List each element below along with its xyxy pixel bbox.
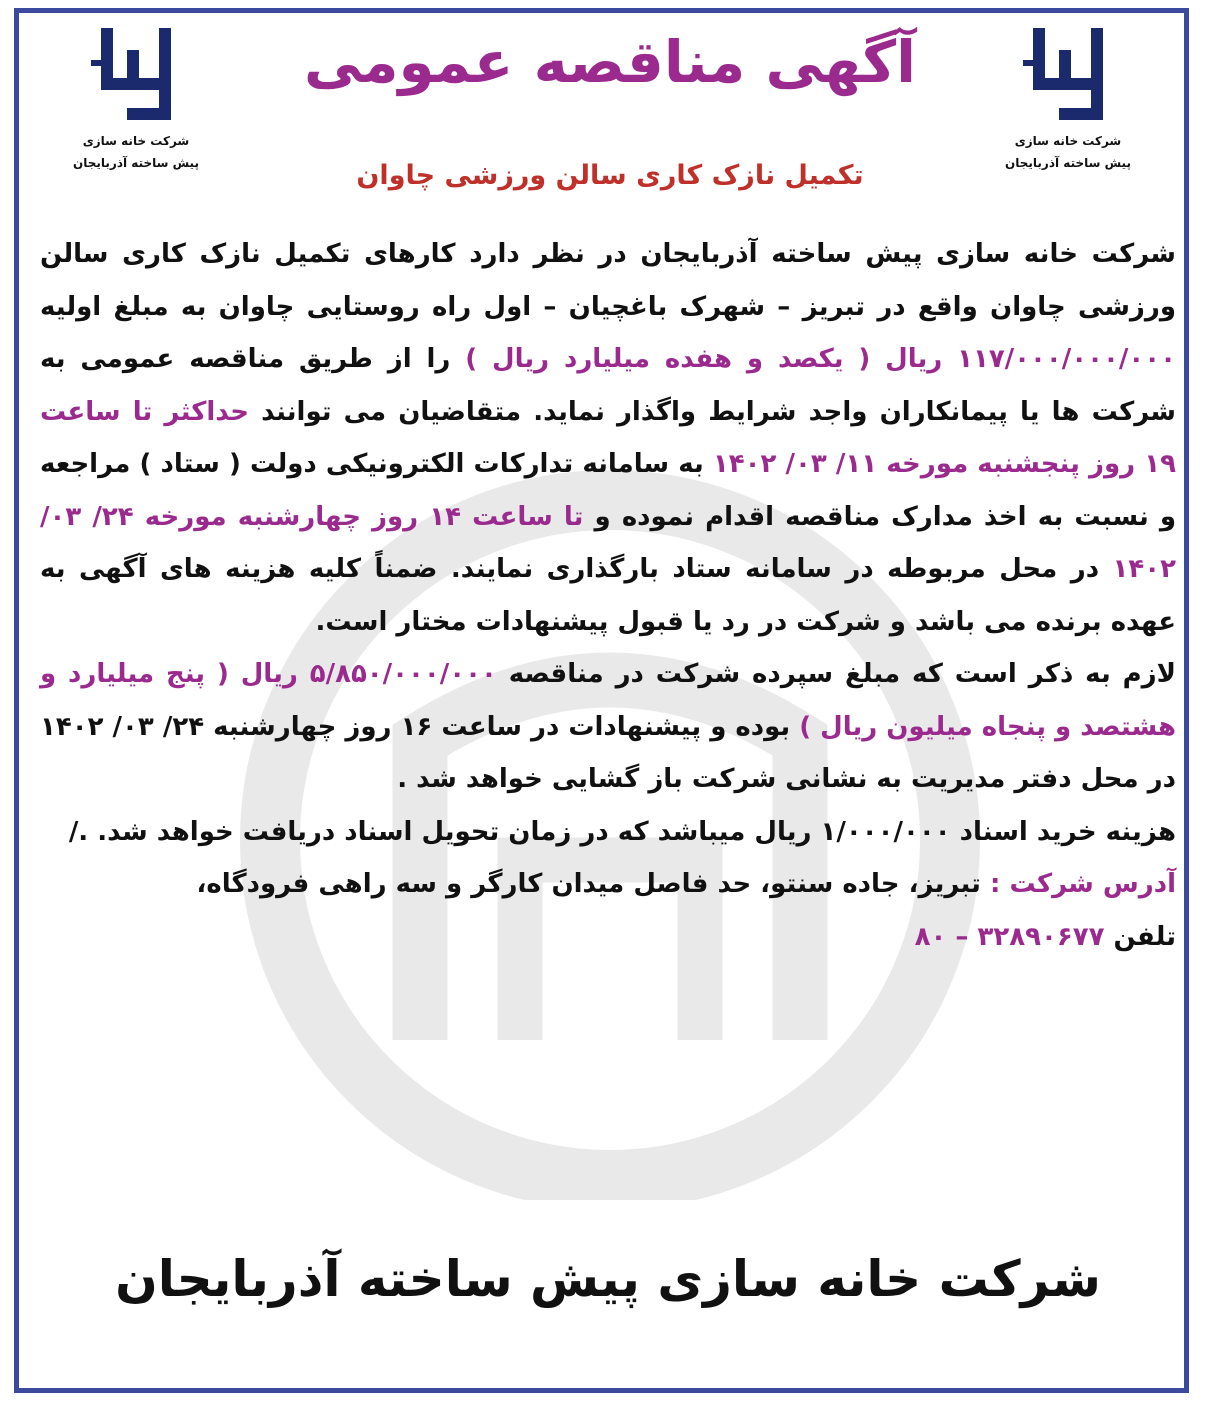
initial-amount: ۱۱۷/۰۰۰/۰۰۰/۰۰۰ ریال ( یکصد و هفده میلیارد ریال ) <box>465 344 1176 374</box>
paragraph-tender-details <box>40 228 1176 648</box>
logo-line-1: شرکت خانه سازی <box>1014 134 1122 148</box>
paragraph-address <box>40 858 1176 911</box>
address-label: آدرس شرکت : <box>990 869 1176 899</box>
text-segment: بوده و پیشنهادات در ساعت ۱۶ روز چهارشنبه ۲۴/ ۰۳/ ۱۴۰۲ در محل دفتر مدیریت به نشانی شرکت باز گشایی خواهد شد . <box>40 711 1176 794</box>
logo-line-1: شرکت خانه سازی <box>82 134 190 148</box>
text-segment: شرکت خانه سازی پیش ساخته آذربایجان در نظر دارد کارهای تکمیل نازک کاری سالن ورزشی چاوان واقع در تبریز – شهرک باغچیان – اول راه روستایی چاوان به مبلغ اولیه <box>40 239 1176 322</box>
logo-line-2: پیش ساخته آذربایجان <box>1005 156 1131 170</box>
paragraph-document-fee: هزینه خرید اسناد ۱/۰۰۰/۰۰۰ ریال میباشد که در زمان تحویل اسناد دریافت خواهد شد. ./ <box>68 816 1176 847</box>
company-logo-icon <box>1013 20 1123 130</box>
company-logo-right <box>968 20 1168 174</box>
company-logo-icon <box>81 20 191 130</box>
address-text: تبریز، جاده سنتو، حد فاصل میدان کارگر و سه راهی فرودگاه، <box>196 869 990 899</box>
paragraph-phone <box>40 911 1176 964</box>
document-deadline: حداکثر تا ساعت ۱۹ روز پنجشنبه مورخه ۱۱/ ۰۳/ ۱۴۰۲ <box>40 396 1176 479</box>
paragraph-deposit <box>40 648 1176 806</box>
text-segment: را از طریق مناقصه عمومی به شرکت ها یا پیمانکاران واجد شرایط واگذار نماید. متقاضیان می توانند <box>40 344 1176 427</box>
submission-deadline: تا ساعت ۱۴ روز چهارشنبه مورخه ۲۴/ ۰۳/ ۱۴۰۲ <box>40 501 1176 584</box>
footer-company-name: شرکت خانه سازی پیش ساخته آذربایجان <box>115 1250 1101 1308</box>
text-segment: به سامانه تدارکات الکترونیکی دولت ( ستاد ) مراجعه و نسبت به اخذ مدارک مناقصه اقدام نموده و <box>40 449 1176 532</box>
phone-value: ۳۲۸۹۰۶۷۷ – ۸۰ <box>914 921 1105 952</box>
phone-label: تلفن <box>1113 921 1176 952</box>
text-segment: در محل مربوطه در سامانه ستاد بارگذاری نمایند. ضمناً کلیه هزینه های آگهی به عهده برنده می باشد و شرکت در رد یا قبول پیشنهادات مختار است. <box>40 554 1176 637</box>
page-subtitle: تکمیل نازک کاری سالن ورزشی چاوان <box>356 160 864 191</box>
deposit-amount: ۵/۸۵۰/۰۰۰/۰۰۰ ریال ( پنج میلیارد و هشتصد و پنجاه میلیون ریال ) <box>40 659 1176 742</box>
company-logo-left <box>36 20 236 174</box>
notice-body <box>40 228 1176 963</box>
text-segment: لازم به ذکر است که مبلغ سپرده شرکت در مناقصه <box>496 659 1176 689</box>
logo-line-2: پیش ساخته آذربایجان <box>73 156 199 170</box>
page-title: آگهی مناقصه عمومی <box>303 28 917 96</box>
